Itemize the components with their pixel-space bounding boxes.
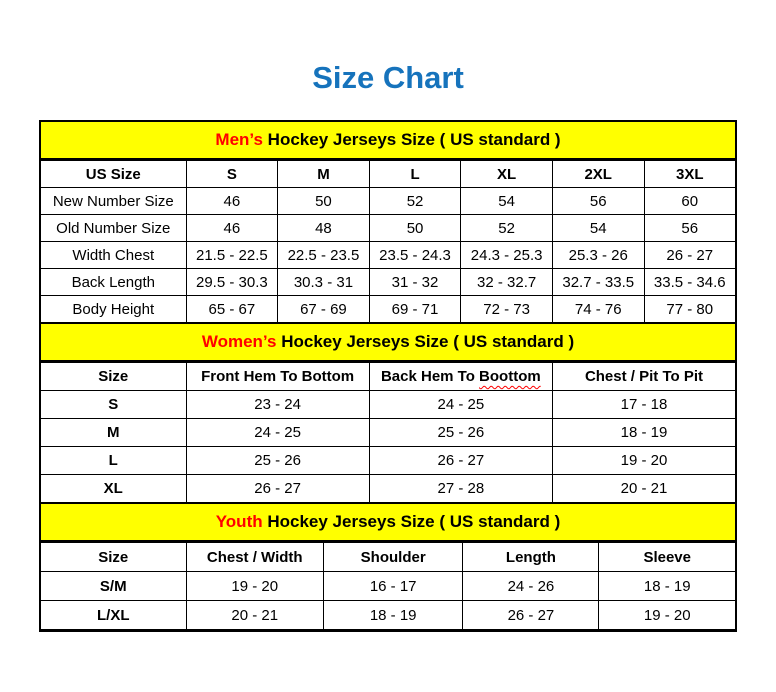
value-cell: 48 bbox=[278, 215, 370, 242]
value-cell: 17 - 18 bbox=[552, 391, 735, 419]
value-cell: 26 - 27 bbox=[463, 601, 599, 630]
table-row bbox=[41, 572, 735, 601]
header-cell: Size bbox=[41, 543, 186, 572]
youth-size-table bbox=[41, 542, 735, 630]
row-label-cell: XL bbox=[41, 475, 186, 504]
value-cell: 24 - 25 bbox=[186, 419, 369, 447]
header-cell: Length bbox=[463, 543, 599, 572]
misspelled-word: Boottom bbox=[479, 368, 541, 385]
header-cell bbox=[369, 363, 552, 391]
value-cell: 32 - 32.7 bbox=[461, 269, 553, 296]
value-cell: 69 - 71 bbox=[369, 296, 461, 324]
value-cell: 26 - 27 bbox=[369, 447, 552, 475]
header-cell: Size bbox=[41, 363, 186, 391]
table-row bbox=[41, 601, 735, 630]
row-label-cell: L/XL bbox=[41, 601, 186, 630]
row-label-cell: M bbox=[41, 419, 186, 447]
banner-rest-label: Hockey Jerseys Size ( US standard ) bbox=[262, 130, 561, 149]
mens-size-table bbox=[41, 160, 735, 324]
table-row bbox=[41, 475, 735, 504]
value-cell: 25.3 - 26 bbox=[552, 242, 644, 269]
header-cell: M bbox=[278, 161, 370, 188]
value-cell: 56 bbox=[552, 188, 644, 215]
header-cell: US Size bbox=[41, 161, 186, 188]
value-cell: 16 - 17 bbox=[323, 572, 462, 601]
banner-rest-label: Hockey Jerseys Size ( US standard ) bbox=[262, 512, 561, 531]
table-row bbox=[41, 296, 735, 324]
banner-accent-label: Men’s bbox=[215, 130, 263, 149]
value-cell: 26 - 27 bbox=[644, 242, 735, 269]
size-chart-tables bbox=[39, 120, 737, 632]
value-cell: 25 - 26 bbox=[186, 447, 369, 475]
row-label-cell: S bbox=[41, 391, 186, 419]
value-cell: 20 - 21 bbox=[186, 601, 323, 630]
value-cell: 65 - 67 bbox=[186, 296, 278, 324]
value-cell: 32.7 - 33.5 bbox=[552, 269, 644, 296]
header-text: Back Hem To bbox=[380, 368, 480, 385]
row-label-cell: S/M bbox=[41, 572, 186, 601]
value-cell: 24 - 26 bbox=[463, 572, 599, 601]
value-cell: 30.3 - 31 bbox=[278, 269, 370, 296]
value-cell: 60 bbox=[644, 188, 735, 215]
value-cell: 21.5 - 22.5 bbox=[186, 242, 278, 269]
value-cell: 54 bbox=[461, 188, 553, 215]
row-label-cell: New Number Size bbox=[41, 188, 186, 215]
header-cell: Chest / Pit To Pit bbox=[552, 363, 735, 391]
banner-rest-label: Hockey Jerseys Size ( US standard ) bbox=[276, 332, 575, 351]
header-cell: XL bbox=[461, 161, 553, 188]
table-row bbox=[41, 391, 735, 419]
value-cell: 31 - 32 bbox=[369, 269, 461, 296]
header-cell: S bbox=[186, 161, 278, 188]
section-banner-youth bbox=[41, 504, 735, 542]
row-label-cell: L bbox=[41, 447, 186, 475]
value-cell: 19 - 20 bbox=[552, 447, 735, 475]
value-cell: 77 - 80 bbox=[644, 296, 735, 324]
value-cell: 56 bbox=[644, 215, 735, 242]
row-label-cell: Back Length bbox=[41, 269, 186, 296]
value-cell: 29.5 - 30.3 bbox=[186, 269, 278, 296]
table-row bbox=[41, 447, 735, 475]
womens-size-table bbox=[41, 362, 735, 504]
value-cell: 18 - 19 bbox=[552, 419, 735, 447]
table-row bbox=[41, 269, 735, 296]
value-cell: 67 - 69 bbox=[278, 296, 370, 324]
table-row bbox=[41, 188, 735, 215]
value-cell: 22.5 - 23.5 bbox=[278, 242, 370, 269]
section-banner-womens bbox=[41, 324, 735, 362]
banner-accent-label: Youth bbox=[215, 512, 263, 531]
table-row bbox=[41, 419, 735, 447]
table-header-row bbox=[41, 161, 735, 188]
table-row bbox=[41, 242, 735, 269]
table-header-row bbox=[41, 363, 735, 391]
value-cell: 74 - 76 bbox=[552, 296, 644, 324]
page-title: Size Chart bbox=[312, 60, 464, 95]
section-banner-mens bbox=[41, 122, 735, 160]
header-cell: Front Hem To Bottom bbox=[186, 363, 369, 391]
header-cell: 3XL bbox=[644, 161, 735, 188]
row-label-cell: Body Height bbox=[41, 296, 186, 324]
banner-accent-label: Women’s bbox=[201, 332, 277, 351]
header-cell: L bbox=[369, 161, 461, 188]
value-cell: 19 - 20 bbox=[599, 601, 735, 630]
value-cell: 46 bbox=[186, 215, 278, 242]
value-cell: 25 - 26 bbox=[369, 419, 552, 447]
value-cell: 23.5 - 24.3 bbox=[369, 242, 461, 269]
header-cell: Chest / Width bbox=[186, 543, 323, 572]
header-cell: Sleeve bbox=[599, 543, 735, 572]
value-cell: 20 - 21 bbox=[552, 475, 735, 504]
value-cell: 50 bbox=[278, 188, 370, 215]
header-cell: 2XL bbox=[552, 161, 644, 188]
value-cell: 33.5 - 34.6 bbox=[644, 269, 735, 296]
row-label-cell: Old Number Size bbox=[41, 215, 186, 242]
value-cell: 24.3 - 25.3 bbox=[461, 242, 553, 269]
table-row bbox=[41, 215, 735, 242]
header-cell: Shoulder bbox=[323, 543, 462, 572]
value-cell: 52 bbox=[369, 188, 461, 215]
table-header-row bbox=[41, 543, 735, 572]
row-label-cell: Width Chest bbox=[41, 242, 186, 269]
value-cell: 24 - 25 bbox=[369, 391, 552, 419]
value-cell: 52 bbox=[461, 215, 553, 242]
value-cell: 72 - 73 bbox=[461, 296, 553, 324]
value-cell: 18 - 19 bbox=[599, 572, 735, 601]
value-cell: 18 - 19 bbox=[323, 601, 462, 630]
value-cell: 54 bbox=[552, 215, 644, 242]
value-cell: 19 - 20 bbox=[186, 572, 323, 601]
value-cell: 26 - 27 bbox=[186, 475, 369, 504]
value-cell: 46 bbox=[186, 188, 278, 215]
value-cell: 23 - 24 bbox=[186, 391, 369, 419]
value-cell: 50 bbox=[369, 215, 461, 242]
value-cell: 27 - 28 bbox=[369, 475, 552, 504]
